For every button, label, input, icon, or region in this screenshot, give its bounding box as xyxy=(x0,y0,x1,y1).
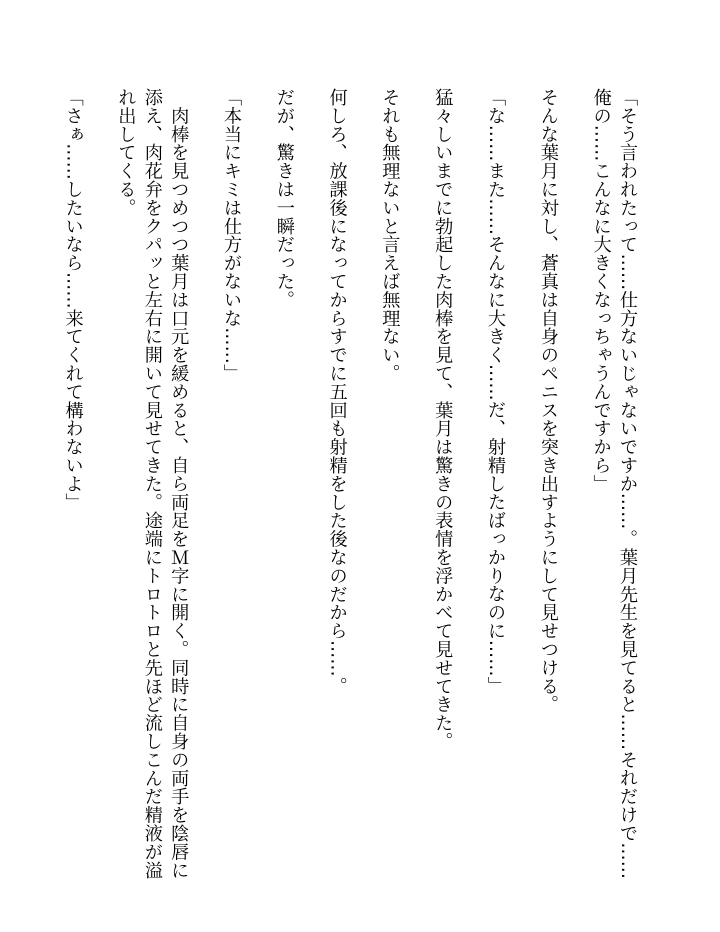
paragraph-gap xyxy=(455,88,481,888)
paragraph-narration-2: 猛々しいまでに勃起した肉棒を見て、葉月は驚きの表情を浮かべて見せてきた。 xyxy=(432,88,454,751)
paragraph-dialogue-2: 「な……また……そんなに大きく……だ、射精したばっかりなのに……」 xyxy=(485,88,506,696)
paragraph-gap xyxy=(350,88,376,888)
paragraph-dialogue-3: 「本当にキミは仕方がないな……」 xyxy=(221,88,243,383)
paragraph-narration-5: だが、驚きは一瞬だった。 xyxy=(273,88,295,309)
paragraph-narration-4: 何しろ、放課後になってからすでに五回も射精をした後なのだから……。 xyxy=(326,88,348,696)
paragraph-dialogue-4: 「さぁ……したいなら……来てくれて構わないよ」 xyxy=(62,88,84,512)
paragraph-gap xyxy=(297,88,323,888)
paragraph-gap xyxy=(244,88,270,888)
paragraph-gap xyxy=(191,88,217,888)
paragraph-narration-6: 肉棒を見つめつつ葉月は口元を緩めると、自ら両足をＭ字に開く。同時に自身の両手を陰唇に添え、肉花弁をクパッと左右に開いて見せてきた。途端にトロトロと先ほど流しこんだ精液が溢れ出してくる。 xyxy=(115,88,190,880)
paragraph-narration-3: それも無理ないと言えば無理ない。 xyxy=(379,88,401,383)
paragraph-dialogue-1: 「そう言われたって……仕方ないじゃないですか……。葉月先生を見てると……それだけで……俺の……こんなに大きくなっちゃうんですから」 xyxy=(590,88,638,880)
paragraph-gap xyxy=(86,88,112,888)
paragraph-narration-1: そんな葉月に対し、蒼真は自身のペニスを突き出すようにして見せつける。 xyxy=(537,88,559,714)
paragraph-gap xyxy=(561,88,587,888)
paragraph-gap xyxy=(402,88,428,888)
vertical-text-body xyxy=(59,88,640,888)
paragraph-gap xyxy=(508,88,534,888)
